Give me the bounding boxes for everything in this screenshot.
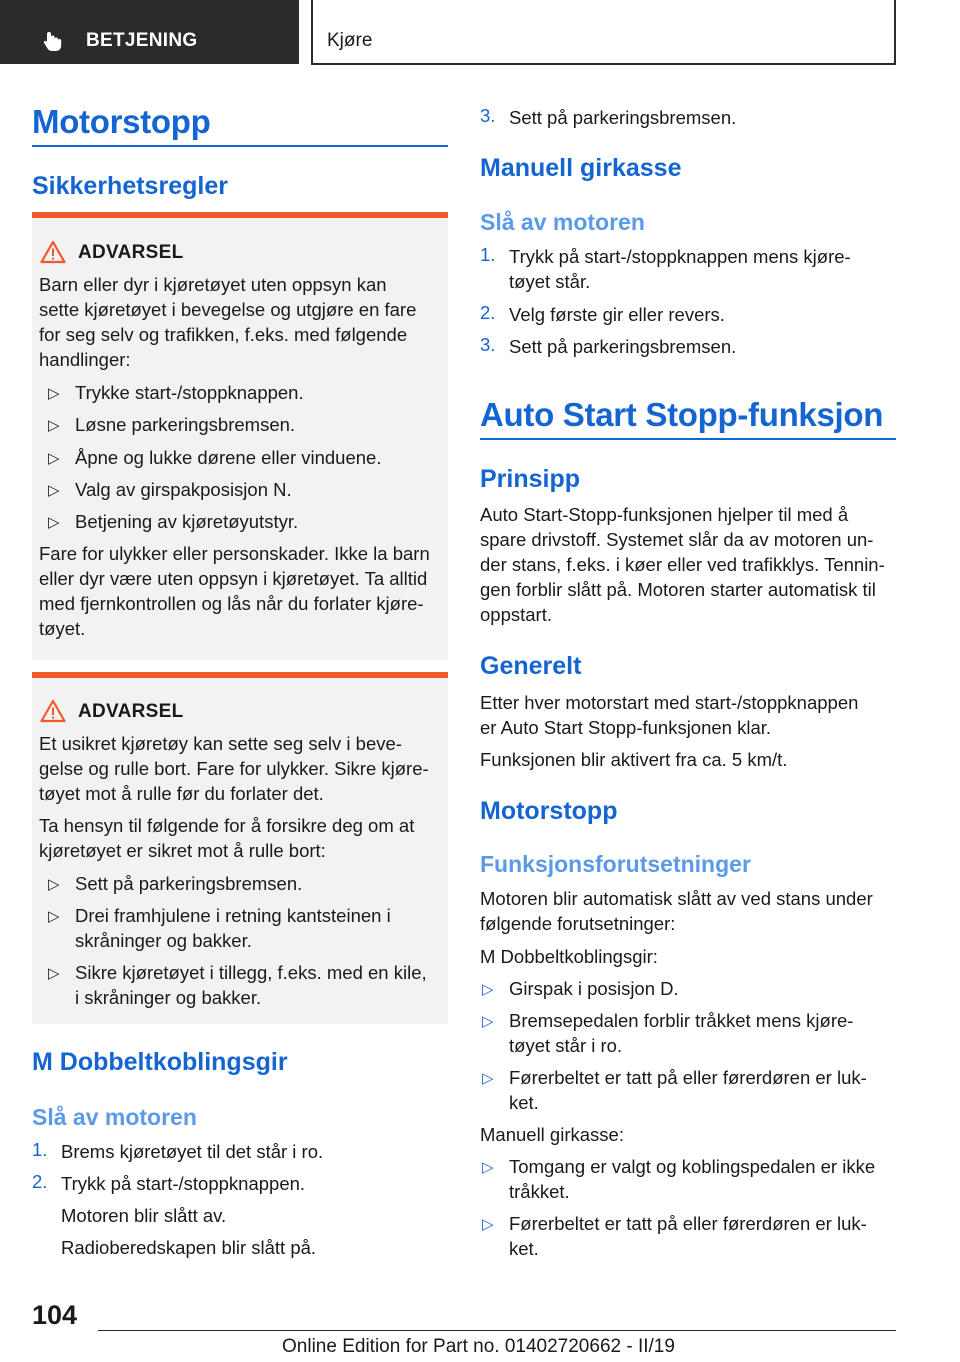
bullet-icon: ▷ bbox=[482, 1216, 494, 1233]
principle-heading: Prinsipp bbox=[480, 465, 581, 493]
warning-bar bbox=[32, 212, 448, 218]
body-line: der stans, f.eks. i køer eller ved trafikklys. Tennin- bbox=[480, 554, 885, 575]
general-heading: Generelt bbox=[480, 652, 582, 680]
warning-line: Ta hensyn til følgende for å forsikre deg om at bbox=[39, 815, 415, 836]
bullet-icon: ▷ bbox=[48, 385, 60, 402]
body-line: Funksjonen blir aktivert fra ca. 5 km/t. bbox=[480, 749, 788, 770]
warning-line: kjøretøyet er sikret mot å rulle bort: bbox=[39, 840, 326, 861]
step-text: Sett på parkeringsbremsen. bbox=[509, 107, 737, 128]
list-item-continuation: tråkket. bbox=[509, 1181, 570, 1202]
step-number: 3. bbox=[480, 334, 496, 355]
bullet-icon: ▷ bbox=[48, 965, 60, 982]
list-item: Valg av girspakposisjon N. bbox=[75, 479, 292, 500]
step-text: Trykk på start-/stoppknappen. bbox=[61, 1173, 306, 1194]
list-item: Betjening av kjøretøyutstyr. bbox=[75, 511, 299, 532]
conditions-heading: Funksjonsforutsetninger bbox=[480, 851, 751, 877]
warning-triangle-icon bbox=[40, 699, 66, 723]
list-item-continuation: skråninger og bakker. bbox=[75, 930, 252, 951]
body-line: Etter hver motorstart med start-/stoppknappen bbox=[480, 692, 859, 713]
warning-line: Barn eller dyr i kjøretøyet uten oppsyn kan bbox=[39, 274, 387, 295]
step-text-continuation: tøyet står. bbox=[509, 271, 591, 292]
list-item: Tomgang er valgt og koblingspedalen er ikke bbox=[509, 1156, 876, 1177]
body-line: spare drivstoff. Systemet slår da av motoren un- bbox=[480, 529, 874, 550]
list-item-continuation: tøyet står i ro. bbox=[509, 1035, 623, 1056]
title-rule bbox=[480, 438, 896, 440]
list-item-continuation: i skråninger og bakker. bbox=[75, 987, 262, 1008]
warning-bar bbox=[32, 672, 448, 678]
step-text: Sett på parkeringsbremsen. bbox=[509, 336, 737, 357]
list-item: Sikre kjøretøyet i tillegg, f.eks. med en kile, bbox=[75, 962, 427, 983]
bullet-icon: ▷ bbox=[482, 1070, 494, 1087]
body-line: M Dobbeltkoblingsgir: bbox=[480, 946, 658, 967]
page-header bbox=[0, 0, 960, 66]
page-number: 104 bbox=[32, 1300, 78, 1330]
step-number: 3. bbox=[480, 105, 496, 126]
warning-line: handlinger: bbox=[39, 349, 131, 370]
safety-heading: Sikkerhetsregler bbox=[32, 172, 228, 200]
warning-box-rolling bbox=[32, 672, 448, 1024]
list-item: Førerbeltet er tatt på eller førerdøren er luk- bbox=[509, 1067, 867, 1088]
ass-title: Auto Start Stopp-funksjon bbox=[480, 396, 884, 433]
list-item: Drei framhjulene i retning kantsteinen i bbox=[75, 905, 391, 926]
step-text: Trykk på start-/stoppknappen mens kjøre- bbox=[509, 246, 851, 267]
warning-line: tøyet mot å rulle før du forlater det. bbox=[39, 783, 324, 804]
step-note: Radioberedskapen blir slått på. bbox=[61, 1237, 317, 1258]
section-label: BETJENING bbox=[86, 30, 198, 51]
list-item: Førerbeltet er tatt på eller førerdøren er luk- bbox=[509, 1213, 867, 1234]
warning-line: for seg selv og trafikken, f.eks. med følgende bbox=[39, 324, 408, 345]
body-line: oppstart. bbox=[480, 604, 552, 625]
manual-heading: Manuell girkasse bbox=[480, 154, 682, 182]
warning-title: ADVARSEL bbox=[78, 242, 184, 263]
warning-line: sette kjøretøyet i bevegelse og utgjøre en fare bbox=[39, 299, 417, 320]
step-number: 2. bbox=[480, 302, 496, 323]
body-line: Auto Start-Stopp-funksjonen hjelper til med å bbox=[480, 504, 849, 525]
bullet-icon: ▷ bbox=[482, 981, 494, 998]
list-item: Girspak i posisjon D. bbox=[509, 978, 679, 999]
edition-note: Online Edition for Part no. 01402720662 - II/19 bbox=[282, 1336, 675, 1357]
step-number: 2. bbox=[32, 1171, 48, 1192]
warning-line: tøyet. bbox=[39, 618, 86, 639]
footer-rule bbox=[98, 1330, 896, 1331]
body-line: Manuell girkasse: bbox=[480, 1124, 624, 1145]
step-number: 1. bbox=[480, 244, 496, 265]
warning-line: eller dyr være uten oppsyn i kjøretøyet. Ta alltid bbox=[39, 568, 428, 589]
step-number: 1. bbox=[32, 1139, 48, 1160]
bullet-icon: ▷ bbox=[48, 450, 60, 467]
manual-subheading: Slå av motoren bbox=[480, 209, 645, 235]
warning-title: ADVARSEL bbox=[78, 701, 184, 722]
title-rule bbox=[32, 145, 448, 147]
step-note: Motoren blir slått av. bbox=[61, 1205, 227, 1226]
dct-subheading: Slå av motoren bbox=[32, 1104, 197, 1130]
bullet-icon: ▷ bbox=[48, 514, 60, 531]
warning-line: Fare for ulykker eller personskader. Ikke la barn bbox=[39, 543, 430, 564]
hand-pointer-icon bbox=[40, 28, 66, 54]
body-line: Motoren blir automatisk slått av ved stans under bbox=[480, 888, 873, 909]
warning-box-children bbox=[32, 212, 448, 660]
step-text: Brems kjøretøyet til det står i ro. bbox=[61, 1141, 324, 1162]
chapter-box bbox=[311, 0, 896, 65]
motorstop-heading: Motorstopp bbox=[480, 797, 618, 825]
list-item-continuation: ket. bbox=[509, 1238, 539, 1259]
warning-line: gelse og rulle bort. Fare for ulykker. Sikre kjøre- bbox=[39, 758, 429, 779]
body-line: gen forblir slått på. Motoren starter automatisk til bbox=[480, 579, 876, 600]
dct-heading: M Dobbeltkoblingsgir bbox=[32, 1048, 288, 1076]
body-line: er Auto Start Stopp-funksjonen klar. bbox=[480, 717, 772, 738]
bullet-icon: ▷ bbox=[48, 482, 60, 499]
page-title: Motorstopp bbox=[32, 103, 211, 140]
section-tab bbox=[0, 0, 299, 64]
list-item: Åpne og lukke dørene eller vinduene. bbox=[75, 447, 382, 468]
list-item: Løsne parkeringsbremsen. bbox=[75, 414, 296, 435]
warning-line: med fjernkontrollen og lås når du forlater kjøre- bbox=[39, 593, 424, 614]
chapter-label: Kjøre bbox=[327, 30, 373, 51]
bullet-icon: ▷ bbox=[482, 1159, 494, 1176]
warning-line: Et usikret kjøretøy kan sette seg selv i beve- bbox=[39, 733, 402, 754]
step-text: Velg første gir eller revers. bbox=[509, 304, 725, 325]
body-line: følgende forutsetninger: bbox=[480, 913, 676, 934]
bullet-icon: ▷ bbox=[48, 908, 60, 925]
list-item: Sett på parkeringsbremsen. bbox=[75, 873, 303, 894]
bullet-icon: ▷ bbox=[48, 417, 60, 434]
bullet-icon: ▷ bbox=[482, 1013, 494, 1030]
list-item: Trykke start-/stoppknappen. bbox=[75, 382, 304, 403]
bullet-icon: ▷ bbox=[48, 876, 60, 893]
list-item-continuation: ket. bbox=[509, 1092, 539, 1113]
warning-triangle-icon bbox=[40, 240, 66, 264]
list-item: Bremsepedalen forblir tråkket mens kjøre- bbox=[509, 1010, 854, 1031]
